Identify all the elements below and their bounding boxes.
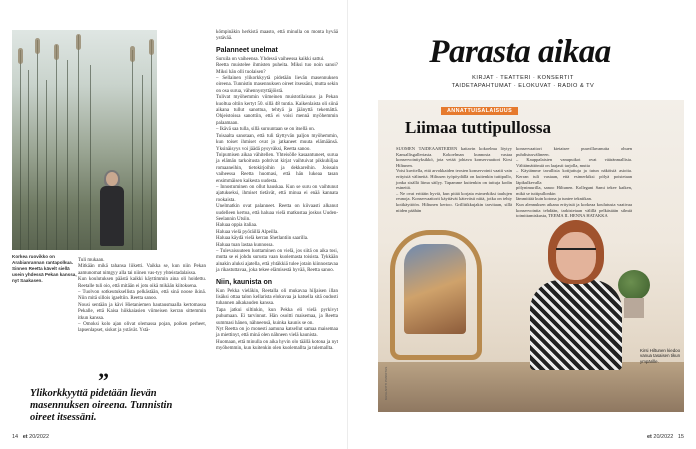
paragraph: – Sellainen ylikorkkyytä pidetään lievän masennuksen oireena. Tunnistin masennuksen oireet itsessäni, mutta sekin on osa surua, vähennystyttäjöistä. bbox=[216, 76, 338, 94]
magazine-logo: et bbox=[646, 434, 652, 440]
issue-number: 20/2022 bbox=[29, 434, 50, 440]
paragraph: – Tulevaisuuteen luottaminen on vielä, jos siitä on aika tosi, mutta se ei johdu surusta vaan kuolemasta toisista. Tykkään ainakin aluksi ajatella, että yhtäkkiä tulee jotain kiinnostavaa ja rikastuttavaa, joka tekee elämisestä hyvää, Reetta sanoo. bbox=[216, 249, 338, 274]
story-headline: Liimaa tuttipullossa bbox=[405, 118, 551, 137]
pull-quote: Ylikorkkyyttä pidetään lievän masennuksen oireena. Tunnistin oireet itsessäni. bbox=[30, 388, 173, 423]
right-page bbox=[348, 0, 696, 449]
paragraph: Haluaa tuan lastaa kunnossa. bbox=[216, 242, 274, 248]
photo-caption: Kirsi Hiltunen kiedoo vanua tasaisen tikun ympärille. bbox=[640, 348, 681, 364]
paragraph: Haluaa käydä vielä kerran Shetlantiin saarilla. bbox=[216, 236, 309, 242]
paragraph: – Käytämme tavallisia kotijuttuja ja tutun näköisiä asioita. Kerran tuli vastaan, että esimerkiksi pölyä poistetaan läpikulkevalla bbox=[516, 168, 632, 185]
paragraph: – Ikävä saa tulla, sillä suruuntaan se on itsellä on. bbox=[216, 127, 316, 133]
paragraph: Reetta muistelee ihmisten puheita. Miksi tuo noin sanoi? Miksi hän olli tuolaisen? bbox=[216, 63, 338, 75]
paragraph: Toisaalta sanotaan, että tuli täyttyvän paljon myöhemmin, kun toiset ihmiset ovat jo jatkaneet muuta elämäänsä. Yksinäisyys voi jäädä pysyväksi, Reetta sanoo. bbox=[216, 133, 338, 152]
paragraph: konservaattori kietaisee puuvillavanutta ohuen puhdistusvälineen. bbox=[516, 146, 632, 157]
paragraph: Kun koulutuksen päästä kaikki käyttimmin aina oli hoidettu. Reetalle tuli oio, että mitään ei jotu oikä mikään kiitoksena. bbox=[78, 277, 206, 289]
story-tag: ANNATTUISALAISUUS bbox=[441, 107, 518, 115]
woman-in-reeds bbox=[98, 172, 126, 250]
quote-mark-icon: ” bbox=[98, 368, 109, 393]
reed-path-photo bbox=[12, 30, 157, 250]
page-number: 14 bbox=[12, 434, 19, 440]
paragraph: Tapa jatkui siltinkin, kun Pekka eli vielä pyrkivyt puhumaan. Ei tarvinnut. Hän osoitti maisemaa, ja Reetta summasi hänen, nähneensä, kuinka kaunis se on. bbox=[216, 307, 338, 326]
paragraph: Toipumisen aikaa vähitellen. Yhteisölle kasaantuneet, surua ja elämän tarkoitusta pohtivat kirjat vaihtuivat pikkuhiljaa romaaneihin, tietokirjoihin ja dekkareihin. Joissain vaiheessa Reetta huomasi, että hän lukeaa tasan ensimmäisen kaikesta uudesta. bbox=[216, 152, 338, 184]
paragraph: lämmittää kuin kotona ja tuntee tekniikan. bbox=[516, 196, 592, 202]
conservator-portrait bbox=[526, 220, 626, 370]
paragraph: Tulivat myöhemmin viimeinen muistotilaisuus ja Pekan kuoltua oltiin kertyt 50. sillä 48 tuntia. Kaikenlaista oli siinä aikana tullut sanottua, tehtyä ja jäänyttä tekemättä. Ohjeistoissa sanottiin, että ei voisi mennä myöhemmin palaamaan. bbox=[216, 95, 338, 126]
subheading: Palanneet unelmat bbox=[216, 46, 278, 54]
folio-right bbox=[647, 434, 684, 440]
issue-number: 20/2022 bbox=[653, 434, 674, 440]
story-column-right bbox=[516, 146, 632, 219]
paragraph: Mitkään mikä tahansa liiketti. Vaikka se, kun niin Pekan aamunomat nimgyy alla tai niinen vas-tyy yhteistadalaissa. bbox=[78, 264, 206, 276]
paragraph: Kun Pekka vieläkin, Reetalla oli mukavaa hiljaisen illan lisäksi ottaa talon kellarista elokuvaa ja katsella sitä oudosti tuhannen aikakauden kanssa. bbox=[216, 288, 338, 307]
paragraph: Huomaan, että minulla on aika hyvin olo täällä kotona ja nyt myöhemmin, kun kuitenkin olen kuolemallta ja tulemallta. bbox=[216, 339, 338, 352]
section-kicker: TAIDETAPAHTUMAT · ELOKUVAT · RADIO & TV bbox=[451, 83, 595, 89]
paragraph: Haluaa vielä pyöräillä Alpeilla. bbox=[216, 229, 279, 235]
paragraph: kömpinäkin herkistä maasto, että minulla on monta hyvää ystävää. bbox=[216, 30, 338, 42]
paragraph: – Kauppalaisten vanupuikot ovat vääränmallisia. Välttämättömiä on laajasti tarjolla, mutta bbox=[516, 157, 632, 168]
section-title: Parasta aikaa bbox=[429, 34, 611, 70]
paragraph: Tuli mukaan. bbox=[78, 258, 105, 263]
body-column-left bbox=[78, 258, 206, 335]
subheading: Niin, kaunista on bbox=[216, 278, 273, 286]
photo-caption: Korkea ruovikko on Arabianrannan rantapolkua. Sinnen Reetta kävelt siellä usein yhdessä Pekan kanssa, nyt Saakasen. bbox=[12, 254, 77, 283]
paragraph: Kun alennuksen aikana erityistä ja korkeaa koulutusta vaativaa konservointia tehdään, tarkistetaan välillä pelkästään silmiä toimittamiskusta, TEEMA IL HENNA HATAKKA bbox=[516, 201, 632, 219]
story-photo bbox=[378, 100, 684, 412]
paragraph: – Tuolvon sotkeutuksellista pelkästään, että sinä noose ikinä. Niin mitä sillois igaeltiin. Reetta sanoo. bbox=[78, 290, 206, 302]
folio-left bbox=[12, 434, 49, 440]
paragraph: Voisi kuvitella, että arvokkaiden teosten konservointi vaatii vain erityisiä välineitä. Hiltusen työpöydällä on kuitenkin tuttipullo, jonka sisällä liima säilyy. Tapamme kuitenkin on tuttuja kodin esineitä. bbox=[396, 168, 512, 191]
paragraph: Nousi sentään ja kävi Hietaniemen hautausmaalla kertomassa Pekalle, että Kaisa hiikkaiasien viimeisen kerran sittemmin itkun kanssa. bbox=[78, 302, 206, 321]
paragraph: Haluaa oppia italiaa. bbox=[216, 223, 258, 229]
paragraph: – Innostuminen on ollut hauskaa. Kun se suru on vaihtunut ajatukseksi, ihmiset tietävät, että minua ei enää kannata rookaista. bbox=[216, 184, 338, 203]
paragraph: pölynimurilla, sanoo Hiltunen. Kollegani Sami tekee kaiken, mikä se tuttipullonkin bbox=[516, 185, 632, 196]
paragraph: Suruila on vaiheensa. Yhdessä vaiheessa kaikki sattui. bbox=[216, 56, 325, 62]
story-column-left bbox=[396, 146, 512, 213]
page-number: 15 bbox=[677, 434, 684, 440]
paragraph: – Omoksi kolo ajan olivat olemassa pojan, poiken perheet, lapsenlapset, siskot ja ystävät. Ystä- bbox=[78, 322, 206, 334]
painted-harp bbox=[390, 230, 482, 360]
magazine-logo: et bbox=[22, 434, 28, 440]
paragraph: – Ne ovat erittäin hyviä, kun pitää korjata esimerkiksi taulujen reunoja. Konservaattorit käyttävät kätevästi niitä, jotka on tehty kotikäyttöön. Hiltunen kertoo. Grillitikkujakin tarvitaan, sillä niiden päähän bbox=[396, 190, 512, 213]
paragraph: SUOMEN TAIDEAARTEIDEN kattavin kokoelma löytyy Kansallisgalleriasta. Kokoelman kunnosta vastaa konservointiyksikkö, jota vetää johtava konservaattori Kirsi Hiltunen. bbox=[396, 146, 512, 168]
photo-credit: KUVA ANTTI PUNNITUS bbox=[384, 366, 388, 400]
paragraph: Unelmatkin ovat palanneet. Reetta on kiivaasti alkanut uudelleen kertoa, että haluaa vielä matkustaa joskus Uuden-Seelannin Utsiin. bbox=[216, 204, 338, 222]
body-column-right bbox=[216, 30, 338, 353]
section-kicker: KIRJAT · TEATTERI · KONSERTIT bbox=[472, 75, 574, 81]
paragraph: Nyt Reetta on jo monesti aamuna katsellut samaa maisemaa ja miettinyt, että minä olen nähneen vielä kaunista. bbox=[216, 327, 338, 339]
